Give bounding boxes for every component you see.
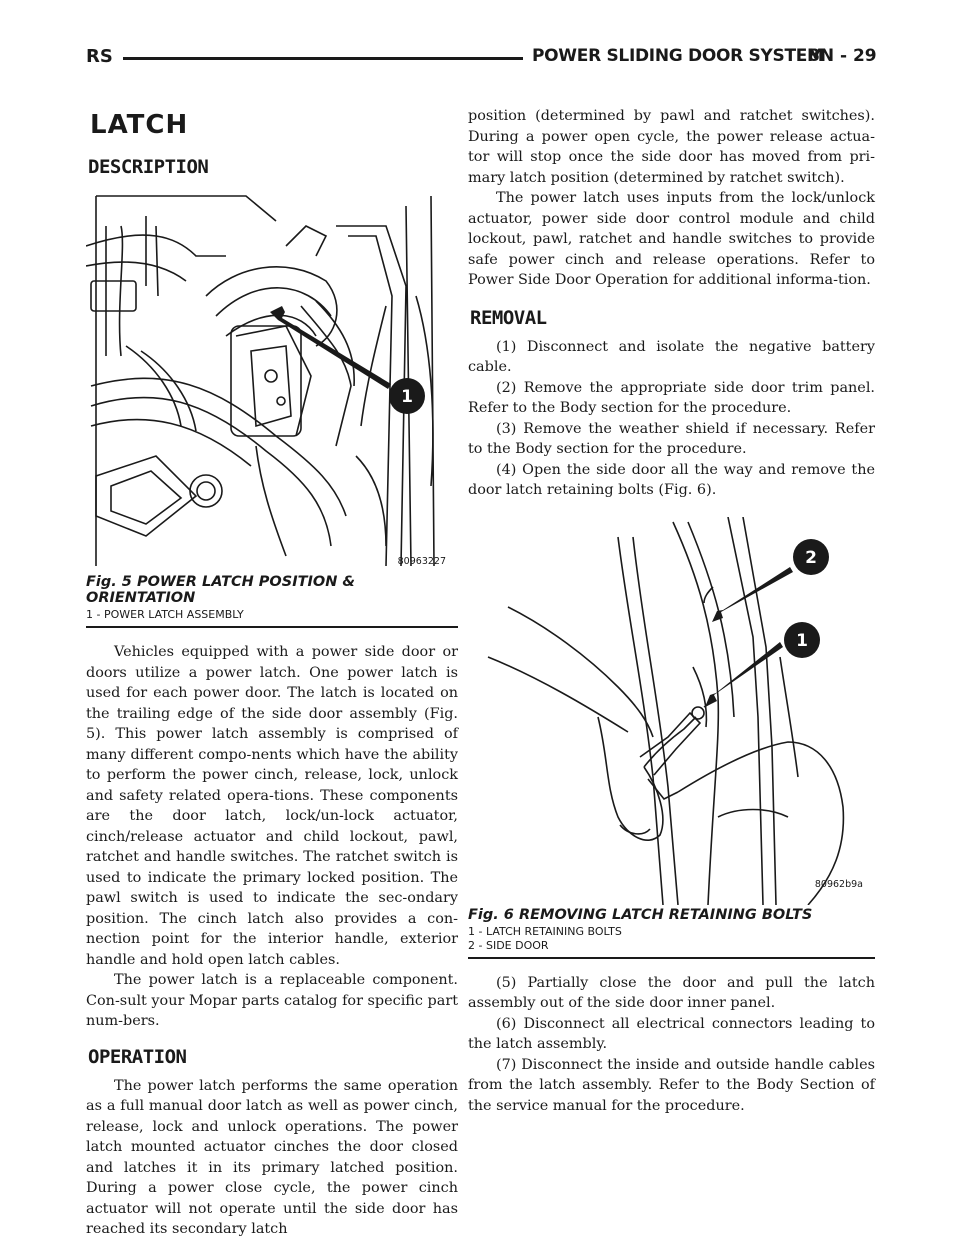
left-column: [86, 104, 458, 1240]
removal-step-3: (3) Remove the weather shield if necessary. Refer to the Body section for the procedure.: [468, 420, 875, 457]
description-paragraph-1: Vehicles equipped with a power side door or doors utilize a power latch. One power latch is used for each power door. The latch is located on the trailing edge of the side door assembly (Fig. 5). This power latch assembly is comprised of many different compo-nents which have the ability to perform the power cinch, release, lock, unlock and safety related opera-tions. These components are the door latch, lock/un-lock actuator, cinch/release actuator and child lockout, pawl, ratchet and handle switches. The ratchet switch is used to indicate the primary locked position. The pawl switch is used to indicate the sec-ondary position. The cinch latch also provides a con-nection point for the interior handle, exterior handle and hold open latch cables.: [86, 644, 458, 968]
removal-step-5: (5) Partially close the door and pull the latch assembly out of the side door inner panel.: [468, 974, 875, 1011]
fig6-callout-1: 1: [796, 630, 808, 651]
right-column: [468, 106, 875, 1116]
operation-heading: OPERATION: [88, 1045, 187, 1068]
fig5-code: 80963227: [397, 556, 446, 567]
fig5-title: Fig. 5 POWER LATCH POSITION & ORIENTATION: [86, 574, 356, 606]
fig5-callout-1: 1: [401, 387, 413, 407]
figure-5: [86, 186, 458, 628]
operation-paragraph-2: The power latch uses inputs from the lock/unlock actuator, power side door control module and child lockout, pawl, ratchet and handle switches to provide safe power cinch and release operations. Refer to Power Side Door Operation for additional informa-tion.: [468, 190, 875, 288]
description-paragraph-2: The power latch is a replaceable component. Con-sult your Mopar parts catalog for specific part num-bers.: [86, 972, 458, 1029]
figure-6: [468, 517, 875, 959]
removal-step-4: (4) Open the side door all the way and remove the door latch retaining bolts (Fig. 6).: [468, 461, 875, 498]
fig5-legend-1: 1 - POWER LATCH ASSEMBLY: [86, 608, 244, 621]
removal-step-2: (2) Remove the appropriate side door trim panel. Refer to the Body section for the procedure.: [468, 379, 875, 416]
fig6-callout-2: 2: [805, 547, 817, 568]
removal-heading: REMOVAL: [470, 306, 547, 329]
removal-step-7: (7) Disconnect the inside and outside handle cables from the latch assembly. Refer to the Body Section of the service manual for the procedure.: [468, 1056, 875, 1114]
fig6-title: Fig. 6 REMOVING LATCH RETAINING BOLTS: [468, 906, 813, 923]
power-latch-illustration: [86, 186, 458, 572]
page-number: 8N - 29: [808, 46, 877, 66]
removal-step-6: (6) Disconnect all electrical connectors leading to the latch assembly.: [468, 1015, 875, 1052]
section-title: LATCH: [90, 110, 189, 140]
description-heading: DESCRIPTION: [88, 156, 209, 178]
fig6-legend-2: 2 - SIDE DOOR: [468, 938, 549, 952]
latch-bolts-illustration: [468, 517, 875, 905]
fig6-legend-1: 1 - LATCH RETAINING BOLTS: [468, 924, 622, 938]
removal-step-1: (1) Disconnect and isolate the negative battery cable.: [468, 338, 875, 375]
operation-paragraph-1: The power latch performs the same operation as a full manual door latch as well as power cinch, release, lock and unlock operations. The power latch mounted actuator cinches the door closed and latches it in its primary latched position. During a power close cycle, the power cinch actuator will not operate until the side door has reached its secondary latch: [86, 1077, 458, 1237]
header-rule: [123, 57, 523, 60]
fig6-code: 80962b9a: [814, 878, 863, 890]
operation-continued: position (determined by pawl and ratchet switches). During a power open cycle, the power release actua-tor will stop once the side door has moved from pri-mary latch position (determined by ratchet switch).: [468, 108, 875, 186]
header-title: POWER SLIDING DOOR SYSTEM: [532, 46, 824, 66]
header-section-code: RS: [86, 46, 113, 67]
